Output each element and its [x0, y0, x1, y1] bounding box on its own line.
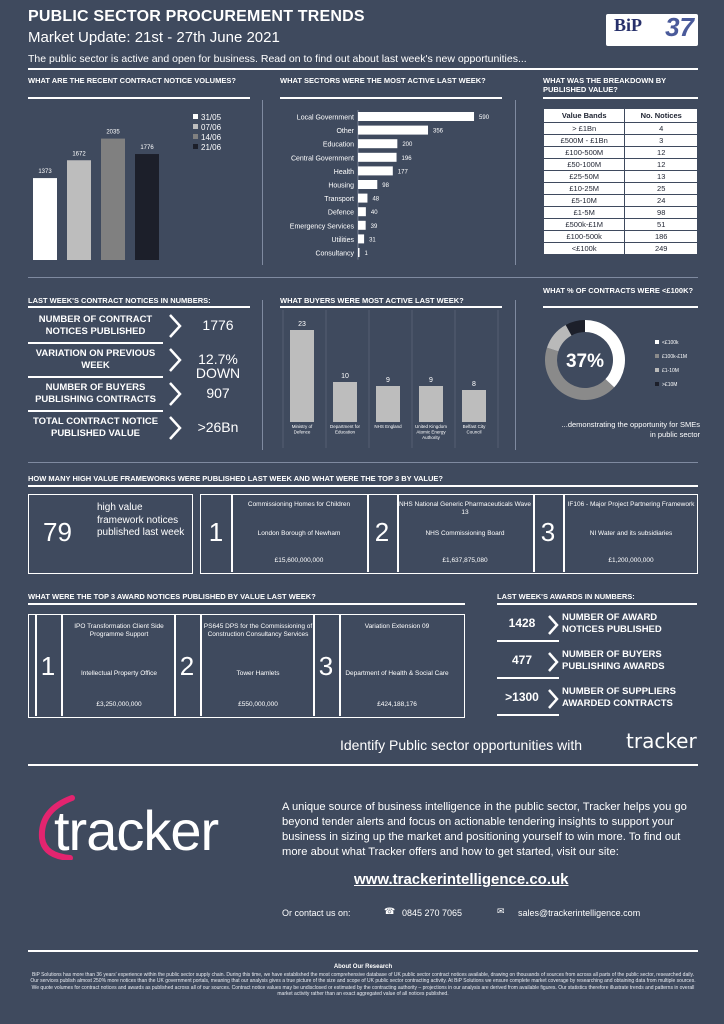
number-row: [28, 378, 258, 410]
sector-label: Local Government: [296, 114, 354, 122]
framework-name: Commissioning Homes for Children: [247, 501, 351, 508]
sector-value: 31: [369, 237, 376, 244]
buyer-bar: [290, 330, 314, 422]
footer-rule: [28, 950, 698, 952]
framework-value: £15,600,000,000: [274, 557, 324, 564]
row-divider: [28, 462, 698, 463]
chevron-path: [170, 315, 180, 337]
chevron-path: [170, 349, 180, 371]
buyer-value: 9: [386, 377, 390, 384]
tracker-logo-text: tracker: [54, 799, 219, 862]
email-icon: ✉: [497, 906, 505, 916]
promo-description: A unique source of business intelligence in the public sector, Tracker helps you go beyond tender alerts and focus on actionable tendering insights to support your business in sizing up the market and positioning yourself to win more. To find out more about what Tracker offers and how to get started, visit our site:: [282, 801, 687, 858]
legend-label: 31/05: [201, 113, 222, 122]
table-cell: £1-5M: [544, 207, 625, 219]
award-buyer: Tower Hamlets: [236, 670, 280, 677]
row-divider: [28, 277, 698, 278]
buyer-label-line: United Kingdom: [414, 424, 448, 429]
table-cell: 186: [625, 231, 698, 243]
award-value: £424,188,176: [377, 701, 417, 708]
framework-name: NHS National Generic Pharmaceuticals Wave 13: [399, 501, 531, 516]
top-awards-box: [28, 614, 465, 718]
chevron-path: [170, 417, 180, 439]
sector-bar: [358, 234, 364, 243]
box-divider: [367, 495, 369, 572]
legend-label: £1-10M: [662, 368, 679, 374]
buyer-label-line: Education: [334, 429, 356, 435]
number-label: NUMBER OF CONTRACT NOTICES PUBLISHED: [38, 314, 153, 337]
section-rule: [28, 485, 698, 487]
sector-value: 200: [402, 142, 413, 149]
table-row: [544, 147, 698, 159]
table-cell: £25-50M: [544, 171, 625, 183]
award-name: PS645 DPS for the Commissioning of Construction Consultancy Services: [203, 623, 313, 638]
sector-bar: [358, 194, 367, 203]
divider: [262, 100, 263, 265]
chevron-right-icon: [547, 651, 559, 673]
table-cell: 3: [625, 135, 698, 147]
table-cell: <£100k: [544, 243, 625, 255]
legend-swatch: [193, 114, 198, 119]
table-row: [544, 183, 698, 195]
framework-count-box: [28, 494, 193, 574]
sector-label: Transport: [324, 196, 354, 204]
sector-label: Emergency Services: [289, 223, 354, 231]
volume-bar: [33, 178, 57, 260]
framework-value: £1,200,000,000: [608, 557, 654, 564]
award-number-value: 1428: [508, 616, 536, 630]
promo-tagline: Identify Public sector opportunities with: [340, 737, 583, 753]
chevron-right-icon: [547, 614, 559, 636]
buyer-value: 8: [472, 381, 476, 388]
legend-swatch: [655, 382, 659, 386]
legend-swatch: [655, 368, 659, 372]
award-number-value: >1300: [505, 690, 539, 704]
volume-bar-label: 1672: [72, 151, 86, 158]
award-buyer: Department of Health & Social Care: [345, 670, 449, 677]
footer-title: About Our Research: [333, 964, 393, 970]
table-cell: 249: [625, 243, 698, 255]
framework-count: 79: [43, 517, 72, 547]
table-header: No. Notices: [625, 109, 698, 123]
framework-count-label: high value framework notices published last week: [97, 502, 185, 538]
table-row: [544, 195, 698, 207]
section-rule: [28, 306, 250, 308]
legend-swatch: [193, 144, 198, 149]
active-sectors-chart: [270, 110, 510, 265]
table-cell: £500k-£1M: [544, 219, 625, 231]
legend-swatch: [193, 134, 198, 139]
sector-value: 98: [382, 183, 389, 189]
award-number-label: NUMBER OF AWARD NOTICES PUBLISHED: [562, 612, 662, 635]
page-title: PUBLIC SECTOR PROCUREMENT TRENDS: [28, 8, 365, 25]
number-value: >26Bn: [197, 419, 239, 435]
divider: [515, 100, 516, 265]
section-rule: [497, 603, 697, 605]
divider: [262, 300, 263, 450]
table-cell: 12: [625, 159, 698, 171]
chevron-path: [549, 690, 557, 708]
table-row: [544, 219, 698, 231]
table-cell: 4: [625, 123, 698, 135]
sector-value: 40: [370, 210, 378, 217]
award-buyer: Intellectual Property Office: [80, 670, 158, 677]
number-label: NUMBER OF BUYERS PUBLISHING CONTRACTS: [35, 382, 156, 405]
number-value: 1776: [202, 317, 234, 333]
legend-label: <£100k: [662, 340, 679, 346]
table-cell: 51: [625, 219, 698, 231]
tracker-logo-large: [32, 790, 262, 880]
sector-bar: [358, 180, 377, 189]
legend-label: >£10M: [662, 382, 678, 388]
buyer-label: [292, 424, 313, 435]
table-row: [544, 135, 698, 147]
table-cell: £100-500M: [544, 147, 625, 159]
award-number-label: NUMBER OF SUPPLIERS AWARDED CONTRACTS: [562, 686, 677, 709]
sector-bar: [358, 248, 360, 257]
section-rule: [543, 97, 698, 99]
buyer-label: [463, 424, 487, 435]
active-sectors-title: WHAT SECTORS WERE THE MOST ACTIVE LAST WEEK?: [280, 76, 486, 85]
tracker-logo-small-text: tracker: [626, 729, 697, 753]
box-divider: [533, 495, 535, 572]
top-awards-title: WHAT WERE THE TOP 3 AWARD NOTICES PUBLISHED BY VALUE LAST WEEK?: [28, 592, 316, 601]
award-number-label: NUMBER OF BUYERS PUBLISHING AWARDS: [562, 649, 665, 672]
sector-bar: [358, 139, 397, 148]
sector-bar: [358, 207, 366, 216]
small-contracts-donut: [535, 310, 705, 420]
number-row: [28, 412, 258, 444]
award-value: £3,250,000,000: [96, 701, 142, 708]
section-rule: [280, 97, 502, 99]
legend-swatch: [655, 340, 659, 344]
legend-swatch: [655, 354, 659, 358]
contract-numbers-title: LAST WEEK'S CONTRACT NOTICES IN NUMBERS:: [28, 296, 211, 305]
bip-logo: [606, 14, 698, 46]
sector-value: 590: [479, 115, 490, 121]
table-row: [544, 171, 698, 183]
table-header: Value Bands: [544, 109, 625, 123]
buyer-label-line: Department for: [329, 424, 361, 429]
table-cell: £10-25M: [544, 183, 625, 195]
sector-label: Defence: [327, 209, 354, 217]
award-numbers-title: LAST WEEK'S AWARDS IN NUMBERS:: [497, 592, 635, 601]
legend-label: £100k-£1M: [662, 354, 688, 360]
number-value: 12.7% DOWN: [195, 351, 241, 381]
divider: [515, 300, 516, 450]
rank-number: 2: [374, 517, 390, 547]
table-cell: £50-100M: [544, 159, 625, 171]
contract-volumes-chart: [28, 108, 254, 268]
rank-number: 2: [179, 651, 195, 681]
legend-swatch: [193, 124, 198, 129]
volume-bar: [135, 154, 159, 260]
email-address[interactable]: sales@trackerintelligence.com: [518, 908, 641, 918]
sector-label: Education: [322, 141, 354, 149]
promo-rule: [28, 764, 698, 766]
bip-logo-text: BiP: [614, 15, 643, 35]
sector-value: 177: [397, 169, 408, 176]
footer-text: BiP Solutions has more than 36 years' experience within the public sector supply chain. During this time, we have established the most comprehensive database of UK public sector contract notices available, drawing on thousands of sources from across all parts of the public sector, researched daily. Our services publish almost 250% more notices than the UK government portals, meaning that our analysis gives a true picture of the size and scope of UK public sector contracting activity. At BiP Solutions we ensure complete market coverage by researching and obtaining data from multiple sources. We quote volumes for contract notices and awards as published across all of our sources. Contract notice values may be undisclosed or estimated by the contracting authority – projections in our analysis are derived from available figures. Our statistics therefore illustrate trends and patterns in overall market activity rather than an exact aggregated value of all notices published.: [30, 972, 696, 998]
sector-label: Consultancy: [315, 250, 354, 258]
award-name: Variation Extension 09: [364, 623, 430, 630]
rank-number: 3: [318, 651, 334, 681]
table-cell: 13: [625, 171, 698, 183]
value-breakdown-title: WHAT WAS THE BREAKDOWN BY PUBLISHED VALUE?: [543, 76, 667, 94]
table-cell: 98: [625, 207, 698, 219]
volume-bar: [101, 139, 125, 260]
top-frameworks-box: [200, 494, 698, 574]
framework-buyer: NHS Commissioning Board: [425, 530, 505, 537]
table-cell: 25: [625, 183, 698, 195]
buyer-label: [330, 424, 361, 435]
chevron-right-icon: [168, 347, 182, 373]
sector-value: 48: [372, 196, 380, 203]
sector-bar: [358, 126, 428, 135]
framework-name: IF106 - Major Project Partnering Framework: [567, 501, 695, 508]
award-number-row: [497, 608, 702, 642]
tracker-logo-small: [626, 729, 697, 753]
table-cell: £100-500k: [544, 231, 625, 243]
award-number-row: [497, 682, 702, 716]
table-cell: 24: [625, 195, 698, 207]
small-contracts-title: WHAT % OF CONTRACTS WERE <£100K?: [543, 286, 694, 295]
buyer-bar: [419, 386, 443, 422]
contact-label: Or contact us on:: [282, 908, 351, 918]
award-number-row: [497, 645, 702, 679]
buyer-label: [374, 424, 402, 429]
bip-logo-number: 37: [665, 12, 694, 42]
table-row: [544, 207, 698, 219]
framework-value: £1,637,875,080: [442, 557, 488, 564]
table-cell: 12: [625, 147, 698, 159]
chevron-path: [549, 616, 557, 634]
buyer-value: 23: [298, 321, 306, 328]
buyer-label-line: NHS England: [374, 424, 402, 429]
header-rule: [28, 68, 698, 70]
section-rule: [28, 603, 465, 605]
tracker-website-link[interactable]: www.trackerintelligence.co.uk: [354, 871, 569, 888]
active-buyers-title: WHAT BUYERS WERE MOST ACTIVE LAST WEEK?: [280, 296, 464, 305]
contract-volumes-title: WHAT ARE THE RECENT CONTRACT NOTICE VOLUMES?: [28, 76, 236, 85]
donut-caption: ...demonstrating the opportunity for SMEs in public sector: [561, 420, 700, 439]
award-number-underline: [497, 714, 559, 716]
volume-bar-label: 1373: [38, 169, 52, 176]
buyer-label: [415, 424, 447, 440]
table-row: [544, 159, 698, 171]
sector-bar: [358, 221, 366, 230]
sector-bar: [358, 153, 397, 162]
table-cell: £5-10M: [544, 195, 625, 207]
section-rule: [543, 306, 698, 308]
table-row: [544, 231, 698, 243]
table-row: [544, 243, 698, 255]
award-value: £550,000,000: [238, 701, 278, 708]
framework-buyer: London Borough of Newham: [257, 530, 341, 537]
number-label: VARIATION ON PREVIOUS WEEK: [35, 348, 156, 371]
buyer-value: 10: [341, 373, 349, 380]
section-rule: [280, 306, 502, 308]
sector-label: Central Government: [290, 155, 354, 163]
sector-value: 39: [370, 223, 378, 230]
chevron-right-icon: [547, 688, 559, 710]
page-subtitle: Market Update: 21st - 27th June 2021: [28, 29, 280, 46]
legend-label: 07/06: [201, 123, 222, 132]
sector-label: Health: [333, 168, 354, 176]
buyer-label-line: Authority: [422, 435, 440, 440]
number-label: TOTAL CONTRACT NOTICE PUBLISHED VALUE: [32, 416, 159, 439]
table-cell: > £1Bn: [544, 123, 625, 135]
table-cell: £500M - £1Bn: [544, 135, 625, 147]
buyer-bar: [333, 382, 357, 422]
donut-slice: [547, 325, 572, 351]
sector-label: Housing: [328, 182, 354, 190]
sector-value: 196: [401, 155, 412, 162]
number-row: [28, 310, 258, 342]
buyer-bar: [376, 386, 400, 422]
value-bands-table: [543, 108, 698, 255]
buyer-label-line: Council: [466, 429, 482, 435]
sector-value: 1: [364, 251, 368, 257]
buyer-value: 9: [429, 377, 433, 384]
sector-bar: [358, 166, 393, 175]
chevron-path: [170, 383, 180, 405]
frameworks-title: HOW MANY HIGH VALUE FRAMEWORKS WERE PUBLISHED LAST WEEK AND WHAT WERE THE TOP 3 BY VALUE?: [28, 474, 444, 483]
award-number-value: 477: [511, 653, 533, 667]
phone-number[interactable]: 0845 270 7065: [402, 908, 463, 918]
volume-bar: [67, 160, 91, 260]
donut-center-label: 37%: [565, 351, 605, 372]
section-rule: [28, 97, 250, 99]
buyer-label-line: Defence: [293, 429, 311, 435]
volume-bar-label: 2035: [106, 129, 120, 136]
award-number-underline: [497, 677, 559, 679]
buyer-bar: [462, 390, 486, 422]
phone-icon: ☎: [384, 906, 396, 916]
buyer-label-line: Ministry of: [291, 424, 313, 429]
rank-number: 3: [540, 517, 556, 547]
legend-label: 21/06: [201, 143, 222, 152]
number-value: 907: [206, 385, 230, 401]
chevron-right-icon: [168, 313, 182, 339]
chevron-path: [549, 653, 557, 671]
rank-number: 1: [208, 517, 224, 547]
legend-label: 14/06: [201, 133, 222, 142]
active-buyers-chart: [280, 310, 505, 450]
sector-bar: [358, 112, 474, 121]
award-name: IPO Transformation Client Side Programme Support: [74, 623, 164, 638]
sector-label: Other: [336, 128, 354, 136]
sector-label: Utilities: [331, 236, 354, 244]
rank-number: 1: [40, 651, 56, 681]
award-number-underline: [497, 640, 559, 642]
buyer-label-line: Atomic Energy: [416, 429, 446, 435]
chevron-right-icon: [168, 381, 182, 407]
intro-text: The public sector is active and open for business. Read on to find out about last week's new opportunities...: [28, 53, 527, 65]
buyer-label-line: Belfast City: [462, 424, 486, 429]
sector-value: 356: [433, 128, 444, 135]
framework-buyer: NI Water and its subsidiaries: [589, 530, 673, 537]
table-row: [544, 123, 698, 135]
chevron-right-icon: [168, 415, 182, 441]
volume-bar-label: 1776: [140, 145, 154, 152]
number-row: [28, 344, 258, 381]
